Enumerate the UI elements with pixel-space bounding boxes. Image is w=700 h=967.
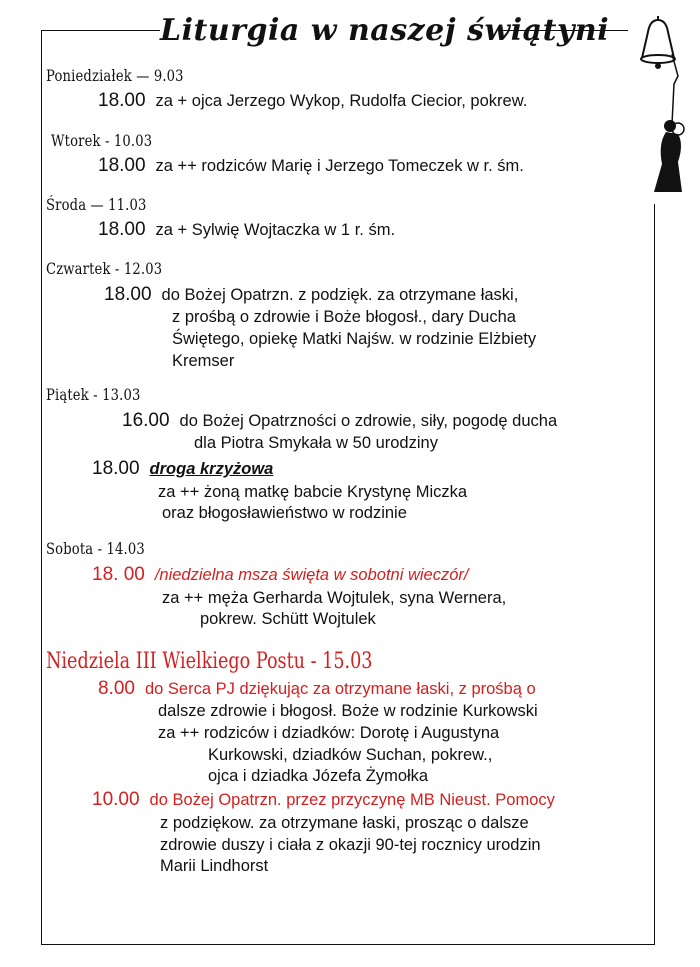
mass-entry <box>122 410 557 432</box>
mass-intention-line: Kurkowski, dziadków Suchan, pokrew., <box>208 746 493 764</box>
mass-entry <box>98 155 524 177</box>
mass-entry <box>92 789 555 811</box>
mass-intention-line: za ++ żoną matkę babcie Krystynę Miczka <box>158 483 468 501</box>
mass-intention-line: dalsze zdrowie i błogosł. Boże w rodzinie Kurkowski <box>158 702 538 720</box>
day-monday: Poniedziałek — 9.03 <box>46 66 184 85</box>
mass-intention: do Bożej Opatrzn. z podzięk. za otrzymane łaski, <box>161 286 519 304</box>
mass-entry <box>98 678 536 700</box>
mass-intention-line: oraz błogosławieństwo w rodzinie <box>162 504 407 522</box>
mass-intention-line: zdrowie duszy i ciała z okazji 90-tej rocznicy urodzin <box>160 836 541 854</box>
mass-entry <box>104 284 518 306</box>
mass-intention: do Bożej Opatrzności o zdrowie, siły, pogodę ducha <box>179 412 558 430</box>
mass-intention-line: z podziękow. za otrzymane łaski, prosząc o dalsze <box>160 814 529 832</box>
day-tuesday: Wtorek - 10.03 <box>51 131 153 150</box>
mass-intention-line: dla Piotra Smykała w 50 urodziny <box>194 434 438 452</box>
mass-intention: za + ojca Jerzego Wykop, Rudolfa Ciecior, pokrew. <box>155 92 528 110</box>
mass-entry <box>92 458 273 480</box>
mass-intention-line: Świętego, opiekę Matki Najśw. w rodzinie Elżbiety <box>172 330 537 348</box>
mass-intention-line: za ++ męża Gerharda Wojtulek, syna Wernera, <box>162 589 507 607</box>
mass-time: 18.00 <box>92 458 140 479</box>
mass-intention-line: pokrew. Schütt Wojtulek <box>200 610 376 628</box>
mass-note: /niedzielna msza święta w sobotni wieczór/ <box>154 566 469 584</box>
mass-intention-line: Marii Lindhorst <box>160 857 269 875</box>
mass-time: 18.00 <box>98 155 146 176</box>
mass-time: 18.00 <box>104 284 152 305</box>
mass-intention-line: ojca i dziadka Józefa Żymołka <box>208 767 429 785</box>
stations-of-cross-label: droga krzyżowa <box>149 460 274 478</box>
mass-intention-line: z prośbą o zdrowie i Boże błogosł., dary Ducha <box>172 308 516 326</box>
mass-intention-line: za ++ rodziców i dziadków: Dorotę i Augustyna <box>158 724 500 742</box>
mass-entry <box>98 219 395 241</box>
day-sunday: Niedziela III Wielkiego Postu - 15.03 <box>46 649 373 674</box>
day-friday: Piątek - 13.03 <box>46 385 141 404</box>
mass-time: 10.00 <box>92 789 140 810</box>
mass-time: 16.00 <box>122 410 170 431</box>
page-title: Liturgia w naszej świątyni <box>160 13 610 48</box>
day-saturday: Sobota - 14.03 <box>46 539 145 558</box>
mass-time: 18.00 <box>98 90 146 111</box>
mass-time: 8.00 <box>98 678 135 699</box>
title-banner <box>160 8 610 54</box>
mass-entry <box>92 564 468 586</box>
bell-ringer-icon <box>628 14 688 204</box>
mass-intention: za ++ rodziców Marię i Jerzego Tomeczek w r. śm. <box>155 157 524 175</box>
mass-intention: za + Sylwię Wojtaczka w 1 r. śm. <box>155 221 396 239</box>
day-thursday: Czwartek - 12.03 <box>46 259 163 278</box>
day-wednesday: Środa — 11.03 <box>46 195 147 214</box>
mass-time: 18. 00 <box>92 564 145 585</box>
mass-intention-line: Kremser <box>172 352 235 370</box>
mass-time: 18.00 <box>98 219 146 240</box>
mass-intention: do Bożej Opatrzn. przez przyczynę MB Nieust. Pomocy <box>149 791 555 809</box>
mass-entry <box>98 90 527 112</box>
mass-intention: do Serca PJ dziękując za otrzymane łaski, z prośbą o <box>144 680 536 698</box>
